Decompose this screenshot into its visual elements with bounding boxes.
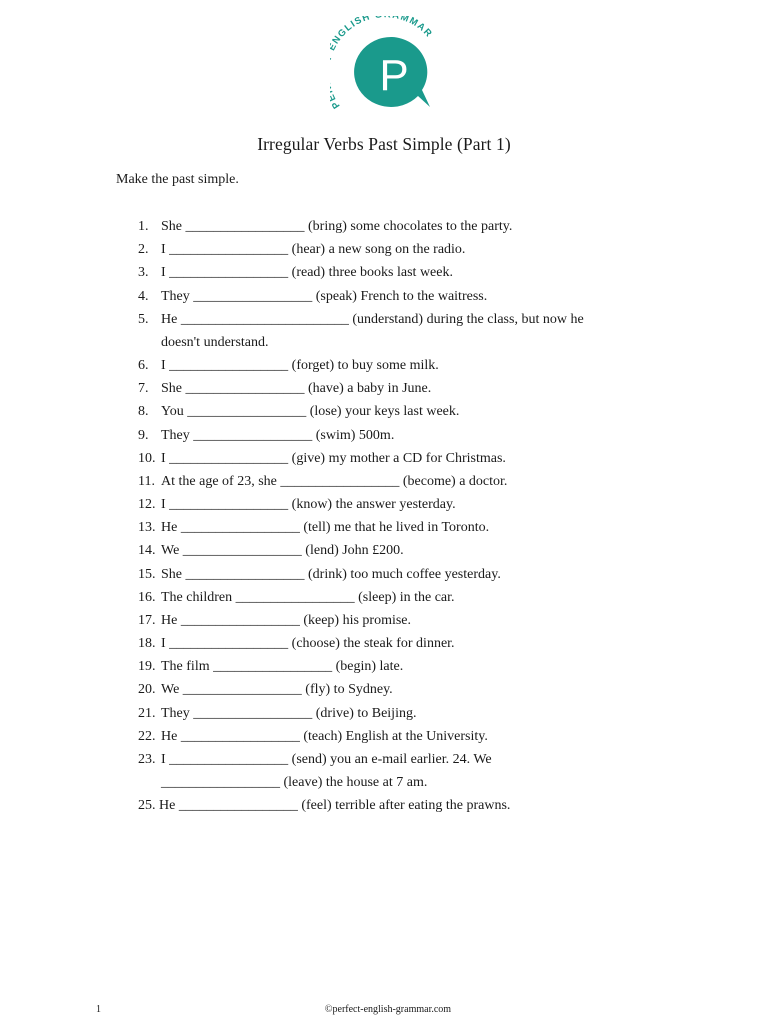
exercise-item [138,447,506,470]
item-text: He _________________ (tell) me that he lived in Toronto. [161,520,490,535]
item-number: 21. [138,706,156,721]
item-number: 1. [138,219,149,234]
exercise-item [138,354,439,377]
item-text: I _________________ (choose) the steak for dinner. [161,636,455,651]
item-number: 17. [138,613,156,628]
item-number: 19. [138,659,156,674]
exercise-item [138,748,492,771]
exercise-item [138,609,411,632]
exercise-item [138,424,394,447]
exercise-item [138,377,431,400]
item-number: 6. [138,358,149,373]
item-number: 2. [138,242,149,257]
logo-letter: P [379,51,409,100]
page-number: 1 [96,1004,101,1015]
exercise-item [138,516,489,539]
item-continuation: doesn't understand. [161,335,269,350]
item-number: 16. [138,590,156,605]
item-text: I _________________ (forget) to buy some milk. [161,358,439,373]
item-text: The children _________________ (sleep) in the car. [161,590,455,605]
item-number: 9. [138,428,149,443]
item-number: 8. [138,404,149,419]
item-text: He ________________________ (understand) during the class, but now he [161,312,584,327]
item-number: 13. [138,520,156,535]
exercise-item [138,563,501,586]
item-text: At the age of 23, she _________________ (become) a doctor. [161,474,508,489]
item-number: 22. [138,729,156,744]
item-text: I _________________ (read) three books last week. [161,265,453,280]
item-text: She _________________ (have) a baby in June. [161,381,432,396]
exercise-item [138,470,507,493]
item-number: 12. [138,497,156,512]
item-text: He _________________ (keep) his promise. [161,613,412,628]
item-number: 11. [138,474,155,489]
item-text: She _________________ (drink) too much coffee yesterday. [161,567,501,582]
item-number: 25. [138,798,156,813]
item-text: She _________________ (bring) some chocolates to the party. [161,219,513,234]
item-text: They _________________ (swim) 500m. [161,428,395,443]
exercise-item [138,702,416,725]
item-number: 5. [138,312,149,327]
item-number: 7. [138,381,149,396]
exercise-item [138,655,403,678]
exercise-item [138,678,393,701]
exercise-item [138,238,465,261]
exercise-item [138,261,453,284]
item-number: 3. [138,265,149,280]
item-continuation: _________________ (leave) the house at 7 am. [161,775,428,790]
instruction-text: Make the past simple. [116,172,239,187]
exercise-item [138,632,455,655]
item-number: 10. [138,451,156,466]
item-text: I _________________ (send) you an e-mail earlier. 24. We [161,752,492,767]
exercise-item [138,539,404,562]
exercise-item [138,400,459,423]
exercise-item [138,215,512,238]
item-text: They _________________ (speak) French to the waitress. [161,289,488,304]
exercise-item [138,725,488,748]
item-number: 14. [138,543,156,558]
item-text: I _________________ (hear) a new song on the radio. [161,242,466,257]
item-text: I _________________ (give) my mother a CD for Christmas. [161,451,506,466]
exercise-item [138,285,487,308]
item-text: He _________________ (feel) terrible after eating the prawns. [159,798,511,813]
exercise-item [138,308,584,331]
page-title: Irregular Verbs Past Simple (Part 1) [257,134,511,154]
item-text: You _________________ (lose) your keys last week. [161,404,460,419]
exercise-item [138,586,455,609]
item-number: 4. [138,289,149,304]
item-number: 23. [138,752,156,767]
item-text: They _________________ (drive) to Beijing. [161,706,417,721]
item-text: We _________________ (fly) to Sydney. [161,682,393,697]
item-number: 18. [138,636,156,651]
logo-ring-text: P NGLISH MMAR [330,16,435,111]
item-number: 15. [138,567,156,582]
item-text: The film _________________ (begin) late. [161,659,404,674]
exercise-item [138,493,456,516]
footer-copyright: ©perfect-english-grammar.com [324,1004,452,1015]
item-text: He _________________ (teach) English at the University. [161,729,488,744]
exercise-item [138,794,510,817]
item-number: 20. [138,682,156,697]
item-text: I _________________ (know) the answer yesterday. [161,497,456,512]
item-text: We _________________ (lend) John £200. [161,543,404,558]
